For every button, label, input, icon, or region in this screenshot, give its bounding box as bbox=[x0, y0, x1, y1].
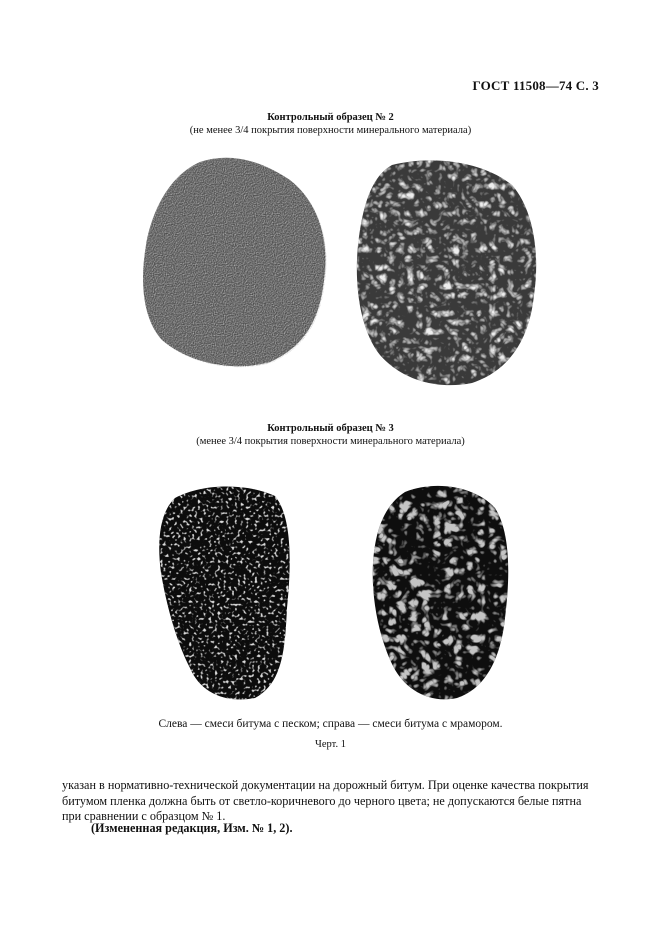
body-paragraph-text: указан в нормативно-технической документации на дорожный битум. При оценке качества покрытия битумом пленка должна быть от светло-коричневого до черного цвета; не допускаются белые пятна при сравнении с образцом № 1. bbox=[62, 778, 589, 823]
body-paragraph bbox=[62, 778, 602, 825]
sample-2-marble-photo bbox=[352, 155, 542, 390]
sample-2-title: Контрольный образец № 2 bbox=[267, 112, 394, 123]
figure-legend: Слева — смеси битума с песком; справа — смеси битума с мрамором. bbox=[158, 718, 503, 730]
amendment-note: (Измененная редакция, Изм. № 1, 2). bbox=[91, 821, 293, 835]
sample-3-sand-photo bbox=[155, 478, 305, 703]
sample-3-subtitle: (менее 3/4 покрытия поверхности минерального материала) bbox=[196, 436, 465, 447]
page-header: ГОСТ 11508—74 С. 3 bbox=[472, 78, 599, 93]
figure-label: Черт. 1 bbox=[315, 739, 346, 750]
sample-2-sand-photo bbox=[140, 150, 330, 370]
sample-3-title: Контрольный образец № 3 bbox=[267, 423, 394, 434]
sample-2-subtitle: (не менее 3/4 покрытия поверхности минерального материала) bbox=[189, 125, 472, 136]
sample-3-marble-photo bbox=[365, 478, 515, 703]
